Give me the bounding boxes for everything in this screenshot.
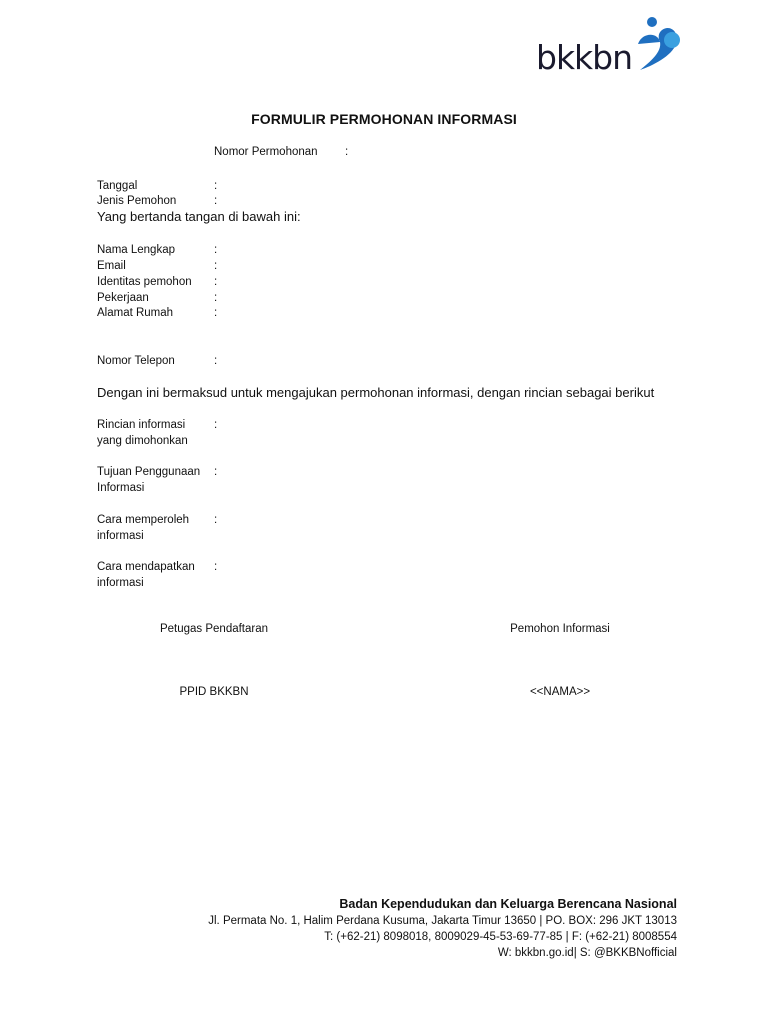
- field-colon: :: [214, 466, 218, 478]
- signature-name-right: <<NAMA>>: [529, 686, 591, 698]
- field-colon: :: [214, 307, 218, 319]
- field-colon: :: [214, 514, 218, 526]
- footer-phone: T: (+62-21) 8098018, 8009029-45-53-69-77-85 | F: (+62-21) 8008554: [324, 931, 677, 943]
- field-colon: :: [214, 276, 218, 288]
- intro-text: Yang bertanda tangan di bawah ini:: [97, 209, 301, 224]
- field-label: Alamat Rumah: [97, 307, 174, 319]
- footer-address: Jl. Permata No. 1, Halim Perdana Kusuma, Jakarta Timur 13650 | PO. BOX: 296 JKT 13013: [208, 915, 677, 927]
- footer: [208, 896, 677, 961]
- field-label: Pekerjaan: [97, 292, 149, 304]
- footer-web: W: bkkbn.go.id| S: @BKKBNofficial: [497, 947, 677, 959]
- field-label: Tanggal: [97, 180, 138, 192]
- field-colon: :: [214, 180, 218, 192]
- logo-wordmark: bkkbn: [536, 38, 633, 77]
- field-colon: :: [214, 419, 218, 431]
- nomor-permohonan-colon: :: [345, 146, 349, 158]
- field-label: Cara mendapatkan informasi: [97, 561, 195, 589]
- field-label: Rincian informasi yang dimohonkan: [97, 419, 188, 447]
- field-label: Jenis Pemohon: [97, 195, 177, 207]
- logo-mark-icon: [632, 16, 684, 78]
- field-label: Cara memperoleh informasi: [97, 514, 190, 542]
- bkkbn-logo: [536, 16, 686, 78]
- field-label: Email: [97, 260, 126, 272]
- footer-org: Badan Kependudukan dan Keluarga Berencana Nasional: [339, 897, 677, 911]
- field-colon: :: [214, 355, 218, 367]
- field-label: Tujuan Penggunaan Informasi: [97, 466, 201, 494]
- field-label: Identitas pemohon: [97, 276, 192, 288]
- form-title: FORMULIR PERMOHONAN INFORMASI: [251, 111, 517, 127]
- field-label: Nama Lengkap: [97, 244, 175, 256]
- field-colon: :: [214, 561, 218, 573]
- nomor-permohonan-label: Nomor Permohonan: [214, 146, 318, 158]
- signature-name-left: PPID BKKBN: [179, 686, 249, 698]
- signature-role-right: Pemohon Informasi: [510, 623, 610, 635]
- statement-text: Dengan ini bermaksud untuk mengajukan permohonan informasi, dengan rincian sebagai berikut: [97, 385, 655, 400]
- field-colon: :: [214, 244, 218, 256]
- field-label: Nomor Telepon: [97, 355, 175, 367]
- field-colon: :: [214, 292, 218, 304]
- field-colon: :: [214, 195, 218, 207]
- field-colon: :: [214, 260, 218, 272]
- signature-role-left: Petugas Pendaftaran: [159, 623, 269, 635]
